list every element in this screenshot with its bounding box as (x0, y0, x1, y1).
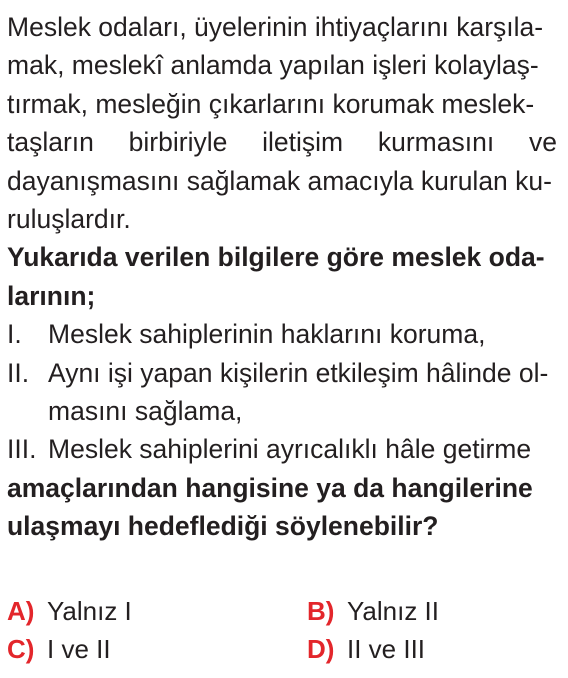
answer-options (7, 592, 557, 668)
passage-word: kurmasını (377, 127, 495, 158)
question-line: Yukarıda verilen bilgilere göre meslek oda- (7, 242, 545, 273)
passage-line: ruluşlardır. (7, 203, 131, 234)
statement-item-1 (7, 315, 557, 353)
statement-list (7, 315, 557, 469)
option-a[interactable] (7, 592, 307, 630)
option-c[interactable] (7, 630, 307, 668)
passage-word: birbiriyle (128, 127, 228, 158)
statement-number: I. (7, 319, 22, 350)
passage-word: iletişim (262, 127, 344, 158)
options-row (7, 592, 557, 630)
question-card (7, 8, 557, 545)
option-letter: A) (7, 596, 35, 626)
option-b[interactable] (307, 592, 439, 630)
statement-text: Aynı işi yapan kişilerin etkileşim hâlinde ol- (48, 357, 549, 388)
option-text: I ve II (47, 634, 111, 664)
question-stem (7, 238, 557, 315)
option-letter: B) (307, 596, 335, 626)
statement-text: masını sağlama, (48, 395, 243, 426)
option-text: Yalnız I (47, 596, 132, 626)
statement-item-2-continued (7, 392, 557, 430)
option-letter: C) (7, 634, 35, 664)
passage-line (7, 123, 557, 161)
passage-word: ve (528, 127, 557, 158)
statement-item-3 (7, 430, 557, 468)
option-text: Yalnız II (347, 596, 440, 626)
option-text: II ve III (347, 634, 426, 664)
passage-line: Meslek odaları, üyelerinin ihtiyaçlarını karşıla- (7, 12, 544, 42)
statement-text: Meslek sahiplerini ayrıcalıklı hâle getirme (48, 434, 532, 465)
question-line: larının; (7, 280, 96, 311)
passage-word: taşların (7, 127, 94, 158)
passage-line: dayanışmasını sağlamak amacıyla kurulan ku- (7, 165, 552, 196)
conclusion-line: amaçlarından hangisine ya da hangilerine (7, 472, 533, 503)
statement-item-2 (7, 354, 557, 392)
statement-number: III. (7, 434, 37, 465)
statement-number: II. (7, 357, 30, 388)
statement-text: Meslek sahiplerinin haklarını koruma, (48, 319, 486, 350)
option-d[interactable] (307, 630, 425, 668)
question-conclusion (7, 469, 557, 546)
conclusion-line: ulaşmayı hedeflediği söylenebilir? (7, 511, 439, 542)
options-row (7, 630, 557, 668)
passage (7, 8, 557, 238)
passage-line: tırmak, mesleğin çıkarlarını korumak meslek- (7, 88, 535, 119)
passage-line: mak, meslekî anlamda yapılan işleri kolaylaş- (7, 50, 539, 81)
option-letter: D) (307, 634, 335, 664)
